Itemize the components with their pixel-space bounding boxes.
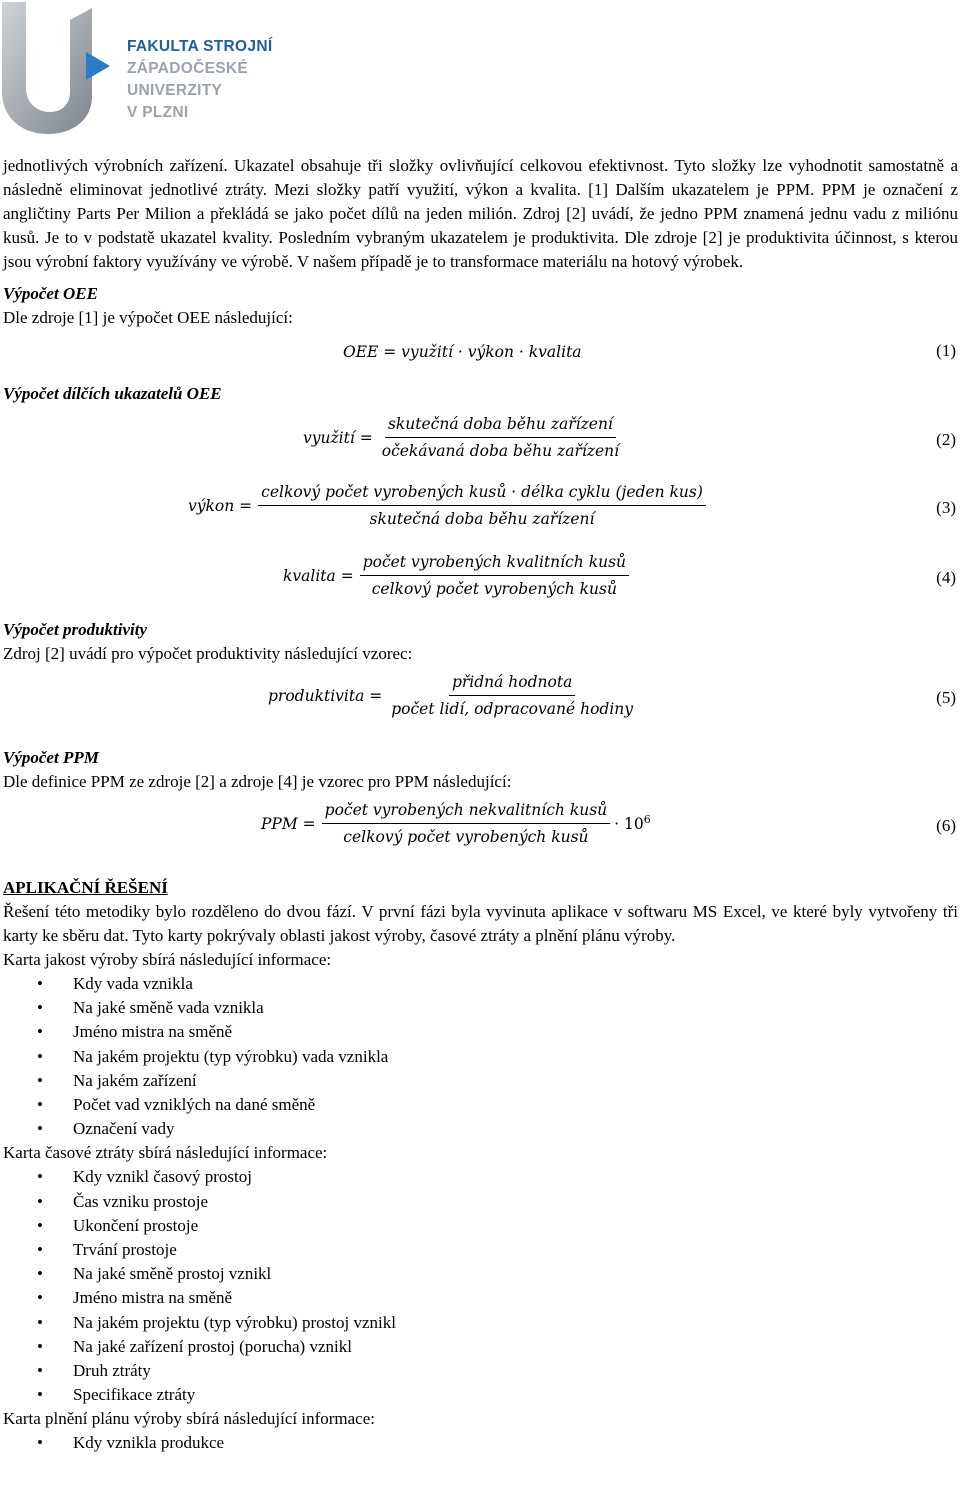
equation-6 xyxy=(3,794,958,876)
list-item: • Kdy vada vznikla xyxy=(3,972,958,996)
university-logo xyxy=(0,0,280,135)
plan-card-intro: Karta plnění plánu výroby sbírá následující informace: xyxy=(3,1409,375,1429)
list-item: • Specifikace ztráty xyxy=(3,1383,958,1407)
partial-heading: Výpočet dílčích ukazatelů OEE xyxy=(3,384,222,403)
equation-3-fraction xyxy=(258,482,706,529)
logo-text xyxy=(127,36,272,124)
equation-5-number: (5) xyxy=(936,688,956,707)
equation-6-denominator: celkový počet vyrobených kusů xyxy=(343,828,589,846)
list-item: • Jméno mistra na směně xyxy=(3,1020,958,1044)
list-item: • Trvání prostoje xyxy=(3,1238,958,1262)
equation-4-fraction xyxy=(360,552,629,599)
logo-line-university: UNIVERZITY xyxy=(127,82,223,99)
list-item: • Ukončení prostoje xyxy=(3,1214,958,1238)
equation-3 xyxy=(3,476,958,546)
equation-6-numerator: počet vyrobených nekvalitních kusů xyxy=(322,800,610,824)
equation-4 xyxy=(3,546,958,618)
quality-card-list xyxy=(3,972,958,1141)
list-item: • Na jakém projektu (typ výrobku) prostoj vznikl xyxy=(3,1311,958,1335)
productivity-heading: Výpočet produktivity xyxy=(3,620,148,639)
equation-5 xyxy=(3,666,958,746)
ppm-heading: Výpočet PPM xyxy=(3,748,99,767)
productivity-text: Zdroj [2] uvádí pro výpočet produktivity následující vzorec: xyxy=(3,644,413,663)
equation-2-denominator: očekávaná doba běhu zařízení xyxy=(381,442,620,460)
list-item: • Na jaké zařízení prostoj (porucha) vznikl xyxy=(3,1335,958,1359)
oee-heading: Výpočet OEE xyxy=(3,284,98,303)
equation-2 xyxy=(3,406,958,476)
equation-1-number: (1) xyxy=(936,341,956,360)
list-item: • Čas vzniku prostoje xyxy=(3,1190,958,1214)
list-item: • Na jakém projektu (typ výrobku) vada vznikla xyxy=(3,1045,958,1069)
list-item: • Druh ztráty xyxy=(3,1359,958,1383)
plan-card-list xyxy=(3,1431,958,1455)
equation-3-denominator: skutečná doba běhu zařízení xyxy=(369,510,595,528)
time-card-list xyxy=(3,1165,958,1407)
list-item: • Označení vady xyxy=(3,1117,958,1141)
equation-4-denominator: celkový počet vyrobených kusů xyxy=(371,580,617,598)
equation-3-numerator: celkový počet vyrobených kusů · délka cyklu (jeden kus) xyxy=(258,482,706,506)
list-item: • Na jaké směně prostoj vznikl xyxy=(3,1262,958,1286)
logo-line-faculty: FAKULTA STROJNÍ xyxy=(127,38,273,55)
logo-line-west: ZÁPADOČESKÉ xyxy=(127,60,248,77)
equation-5-lhs: produktivita = xyxy=(268,686,383,705)
logo-line-plzen: V PLZNI xyxy=(127,104,189,121)
equation-5-fraction xyxy=(388,672,636,719)
list-item: • Kdy vznikl časový prostoj xyxy=(3,1165,958,1189)
equation-1-formula: OEE = využití · výkon · kvalita xyxy=(343,343,582,361)
list-item: • Na jakém zařízení xyxy=(3,1069,958,1093)
equation-6-exponent: 6 xyxy=(643,812,651,826)
equation-2-lhs: využití = xyxy=(303,428,373,447)
equation-5-denominator: počet lidí, odpracované hodiny xyxy=(391,700,634,718)
time-card-intro: Karta časové ztráty sbírá následující informace: xyxy=(3,1143,328,1163)
university-logo-mark xyxy=(0,0,120,135)
list-item: • Jméno mistra na směně xyxy=(3,1286,958,1310)
equation-4-numerator: počet vyrobených kvalitních kusů xyxy=(360,552,629,576)
equation-5-numerator: přidná hodnota xyxy=(449,672,575,696)
application-heading: APLIKAČNÍ ŘEŠENÍ xyxy=(3,878,168,897)
application-text: Řešení této metodiky bylo rozděleno do dvou fází. V první fázi byla vyvinuta aplikace v softwaru MS Excel, ve které byly vytvořeny tři karty ke sběru dat. Tyto karty pokrývaly oblasti jakost výroby, časové ztráty a plnění plánu výroby. xyxy=(3,902,958,945)
equation-2-numerator: skutečná doba běhu zařízení xyxy=(385,414,616,438)
equation-4-number: (4) xyxy=(936,568,956,587)
equation-3-number: (3) xyxy=(936,498,956,517)
equation-3-lhs: výkon = xyxy=(188,496,253,515)
ppm-text: Dle definice PPM ze zdroje [2] a zdroje [4] je vzorec pro PPM následující: xyxy=(3,772,512,791)
equation-6-fraction xyxy=(322,800,610,847)
equation-2-fraction xyxy=(379,414,622,461)
intro-paragraph: jednotlivých výrobních zařízení. Ukazatel obsahuje tři složky ovlivňující celkovou efektivnost. Tyto složky lze vyhodnotit samostatně a následně eliminovat jednotlivé ztráty. Mezi složky patří využití, výkon a kvalita. [1] Dalším ukazatelem je PPM. PPM je označení z angličtiny Parts Per Milion a překládá se jako počet dílů na jeden milión. Zdroj [2] uvádí, že jedno PPM znamená jednu vadu z miliónu kusů. Je to v podstatě ukazatel kvality. Posledním vybraným ukazatelem je produktivita. Dle zdroje [2] je produktivita účinnost, s kterou jsou výrobní faktory využívány ve výrobě. V našem případě je to transformace materiálu na hotový výrobek. xyxy=(3,156,958,271)
equation-1 xyxy=(3,330,958,376)
list-item: • Na jaké směně vada vznikla xyxy=(3,996,958,1020)
oee-text: Dle zdroje [1] je výpočet OEE následující: xyxy=(3,308,293,327)
equation-2-number: (2) xyxy=(936,430,956,449)
equation-6-multiplier: · 10 xyxy=(614,814,644,833)
equation-4-lhs: kvalita = xyxy=(283,566,354,585)
equation-6-number: (6) xyxy=(936,816,956,835)
equation-6-lhs: PPM = xyxy=(261,814,316,833)
document-body xyxy=(3,154,958,1456)
list-item: • Kdy vznikla produkce xyxy=(3,1431,958,1455)
quality-card-intro: Karta jakost výroby sbírá následující informace: xyxy=(3,950,332,969)
list-item: • Počet vad vzniklých na dané směně xyxy=(3,1093,958,1117)
